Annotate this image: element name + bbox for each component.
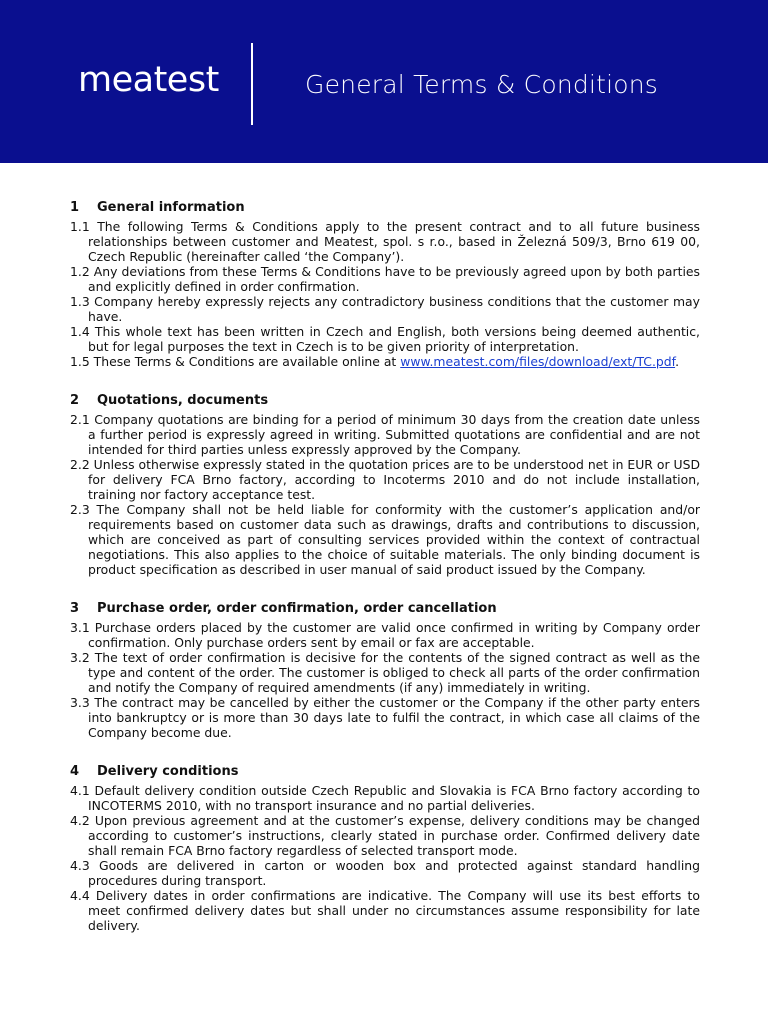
section-number: 2 — [70, 393, 80, 408]
section-heading — [70, 600, 700, 618]
section-quotations-documents — [70, 392, 700, 577]
clause-1-5-suffix: . — [675, 354, 680, 369]
section-title: Purchase order, order confirmation, order cancellation — [97, 601, 497, 616]
clause-4-4: 4.4 Delivery dates in order confirmations are indicative. The Company will use its best efforts to meet confirmed delivery dates but shall under no circumstances assume responsibility for late delivery. — [70, 888, 700, 933]
clause-4-3: 4.3 Goods are delivered in carton or wooden box and protected against standard handling procedures during transport. — [70, 858, 700, 888]
section-title: Delivery conditions — [97, 764, 239, 779]
section-general-information — [70, 199, 700, 369]
section-heading — [70, 392, 700, 410]
section-number: 4 — [70, 764, 80, 779]
clause-1-3: 1.3 Company hereby expressly rejects any contradictory business conditions that the customer may have. — [70, 294, 700, 324]
section-purchase-order — [70, 600, 700, 740]
section-number: 3 — [70, 601, 80, 616]
clause-3-3: 3.3 The contract may be cancelled by either the customer or the Company if the other party enters into bankruptcy or is more than 30 days late to fulfil the contract, in which case all claims of the Company become due. — [70, 695, 700, 740]
company-logo: meatest — [78, 60, 219, 100]
header-divider — [251, 43, 253, 125]
section-heading — [70, 763, 700, 781]
clause-1-4: 1.4 This whole text has been written in Czech and English, both versions being deemed authentic, but for legal purposes the text in Czech is to be given priority of interpretation. — [70, 324, 700, 354]
document-title: General Terms & Conditions — [305, 70, 659, 99]
clause-2-3: 2.3 The Company shall not be held liable for conformity with the customer’s application and/or requirements based on customer data such as drawings, drafts and contributions to discussion, which are conceived as part of consulting services provided within the context of contractual negotiations. This also applies to the choice of suitable materials. The only binding document is product specification as described in user manual of said product issued by the Company. — [70, 502, 700, 577]
section-number: 1 — [70, 200, 80, 215]
document-body — [70, 199, 700, 956]
page-header — [0, 0, 768, 163]
section-heading — [70, 199, 700, 217]
section-title: General information — [97, 200, 245, 215]
section-title: Quotations, documents — [97, 393, 269, 408]
clause-3-2: 3.2 The text of order confirmation is decisive for the contents of the signed contract as well as the type and content of the order. The customer is obliged to check all parts of the order confirmation and notify the Company of required amendments (if any) immediately in writing. — [70, 650, 700, 695]
clause-1-1: 1.1 The following Terms & Conditions apply to the present contract and to all future business relationships between customer and Meatest, spol. s r.o., based in Železná 509/3, Brno 619 00, Czech Republic (hereinafter called ‘the Company’). — [70, 219, 700, 264]
tc-pdf-link[interactable]: www.meatest.com/files/download/ext/TC.pdf — [400, 354, 676, 369]
clause-4-1: 4.1 Default delivery condition outside Czech Republic and Slovakia is FCA Brno factory according to INCOTERMS 2010, with no transport insurance and no partial deliveries. — [70, 783, 700, 813]
clause-2-2: 2.2 Unless otherwise expressly stated in the quotation prices are to be understood net in EUR or USD for delivery FCA Brno factory, according to Incoterms 2010 and do not include installation, training nor factory acceptance test. — [70, 457, 700, 502]
clause-2-1: 2.1 Company quotations are binding for a period of minimum 30 days from the creation date unless a further period is expressly agreed in writing. Submitted quotations are confidential and are not intended for third parties unless expressly approved by the Company. — [70, 412, 700, 457]
clause-1-5 — [70, 354, 700, 369]
clause-4-2: 4.2 Upon previous agreement and at the customer’s expense, delivery conditions may be changed according to customer’s instructions, clearly stated in purchase order. Confirmed delivery date shall remain FCA Brno factory regardless of selected transport mode. — [70, 813, 700, 858]
clause-1-5-text: 1.5 These Terms & Conditions are available online at — [70, 354, 401, 369]
clause-1-2: 1.2 Any deviations from these Terms & Conditions have to be previously agreed upon by both parties and explicitly defined in order confirmation. — [70, 264, 700, 294]
section-delivery-conditions — [70, 763, 700, 933]
clause-3-1: 3.1 Purchase orders placed by the customer are valid once confirmed in writing by Company order confirmation. Only purchase orders sent by email or fax are acceptable. — [70, 620, 700, 650]
